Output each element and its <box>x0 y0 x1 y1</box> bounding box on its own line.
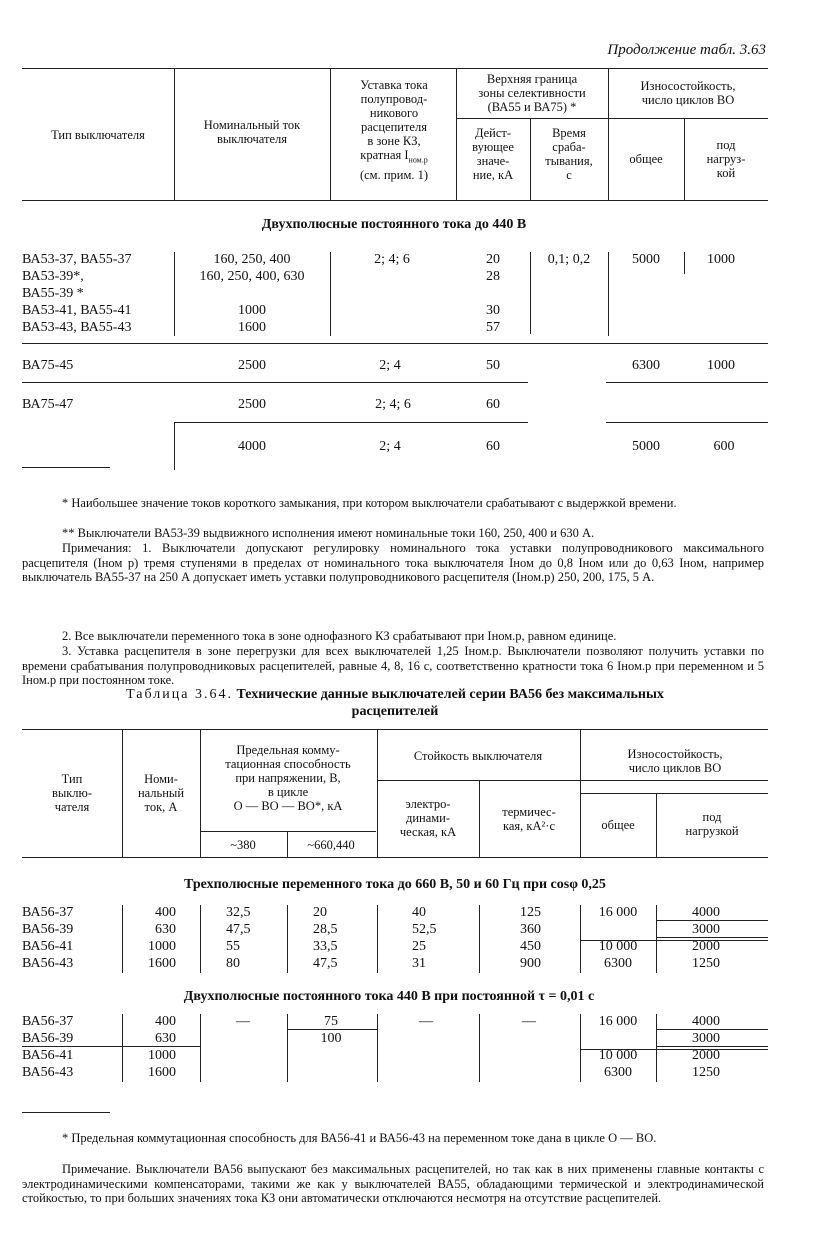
footnote-1: * Наибольшее значение токов короткого замыкания, при котором выключатели срабатывают с выдержкой времени. <box>62 496 677 510</box>
cell-380: — <box>236 1014 250 1029</box>
header-electro: электро- динами- ческая, кА <box>399 797 457 839</box>
section-title: Трехполюсные переменного тока до 660 В, 50 и 60 Гц при cosφ 0,25 <box>184 877 606 892</box>
table-title-cont: расцепителей <box>351 704 439 719</box>
cell-nominal: 2500 <box>238 358 266 373</box>
header-time: Время сраба- тывания, с <box>545 126 593 182</box>
cell-nominal: 630 <box>155 922 176 937</box>
cell-load: 4000 <box>692 905 720 920</box>
table-number: Таблица 3.64. <box>126 687 233 702</box>
cell-thermal: 125 <box>520 905 541 920</box>
cell-nominal: 1600 <box>148 1065 176 1080</box>
table-top-rule <box>22 729 768 730</box>
col-rule <box>479 1014 480 1082</box>
cell-type: ВА56-39 <box>22 1031 74 1046</box>
cell-setting: 2; 4; 6 <box>375 397 411 412</box>
cell-actual: 60 <box>486 397 500 412</box>
cell-total: 10 000 <box>598 1048 638 1063</box>
cell-type: ВА53-43, ВА55-43 <box>22 320 132 335</box>
col-rule <box>287 905 288 973</box>
cell-type: ВА53-39*, <box>22 269 84 284</box>
col-rule <box>684 252 685 274</box>
cell-nominal: 160, 250, 400 <box>213 252 291 267</box>
header-setting: Уставка тока полупровод- никового расцепителя в зоне КЗ, кратная $I_{ном.р}$ (см. прим. 1) <box>359 78 429 182</box>
cell-660: 47,5 <box>313 956 338 971</box>
cell-load: 2000 <box>692 939 720 954</box>
cell-type: ВА55-39 * <box>22 286 84 301</box>
cell-nominal: 1000 <box>148 1048 176 1063</box>
cell-type: ВА53-37, ВА55-37 <box>22 252 132 267</box>
header-load: под нагруз- кой <box>706 138 746 180</box>
cell-380: 32,5 <box>226 905 251 920</box>
header-nominal: Номи- нальный ток, А <box>137 772 185 814</box>
col-rule <box>122 905 123 973</box>
col-rule <box>330 252 331 336</box>
cell-electro: 31 <box>412 956 426 971</box>
cell-type: ВА56-41 <box>22 1048 74 1063</box>
header-total: общее <box>601 818 635 832</box>
row-rule <box>606 382 768 383</box>
header-sub-rule <box>200 831 376 832</box>
cell-thermal: 360 <box>520 922 541 937</box>
cell-actual: 50 <box>486 358 500 373</box>
cell-thermal: 450 <box>520 939 541 954</box>
cell-actual: 57 <box>486 320 500 335</box>
col-rule <box>377 729 378 857</box>
header-sub-rule <box>378 780 768 781</box>
cell-type: ВА56-43 <box>22 956 74 971</box>
cell-type: ВА56-37 <box>22 1014 74 1029</box>
cell-total: 6300 <box>604 956 632 971</box>
cell-type: ВА75-45 <box>22 358 74 373</box>
header-wear: Износостойкость, число циклов ВО <box>627 747 723 775</box>
footnote-rule <box>22 1112 110 1113</box>
col-rule <box>200 905 201 973</box>
cell-660: 75 <box>324 1014 338 1029</box>
col-rule <box>174 68 175 200</box>
cell-actual: 30 <box>486 303 500 318</box>
cell-total: 6300 <box>604 1065 632 1080</box>
row-rule <box>22 382 528 383</box>
cell-380: 80 <box>226 956 240 971</box>
table-title: Технические данные выключателей серии ВА56 без максимальных <box>236 687 664 702</box>
header-bottom-rule <box>22 857 768 858</box>
header-resist: Стойкость выключателя <box>413 749 543 763</box>
cell-load: 3000 <box>692 1031 720 1046</box>
cell-total: 10 000 <box>598 939 638 954</box>
cell-total: 5000 <box>632 439 660 454</box>
notes-1: Примечания: 1. Выключатели допускают регулировку номинального тока уставки полупроводникового максимального расцепителя (Iном р) тремя ступенями в пределах от номинального тока выключателя Iном до 0,8 Iном или до 0,63 Iном, например выключатель ВА55-37 на 250 А допускает иметь уставки полупроводникового расцепителя (Iном.р) 250, 200, 175, 5 А. <box>22 541 764 584</box>
cell-thermal: — <box>522 1014 536 1029</box>
header-actual: Дейст- вующее значе- ние, кА <box>472 126 514 182</box>
continuation-label: Продолжение табл. 3.63 <box>607 42 766 58</box>
header-sub-rule <box>456 118 768 119</box>
col-rule <box>608 252 609 336</box>
header-thermal: термичес- кая, кА²·с <box>502 805 556 833</box>
col-rule <box>330 68 331 200</box>
cell-nominal: 400 <box>155 905 176 920</box>
cell-total: 6300 <box>632 358 660 373</box>
cell-electro: 52,5 <box>412 922 437 937</box>
cell-660: 33,5 <box>313 939 338 954</box>
col-rule <box>122 1014 123 1082</box>
cell-380: 47,5 <box>226 922 251 937</box>
cell-type: ВА56-39 <box>22 922 74 937</box>
col-rule <box>580 905 581 973</box>
header-660: ~660,440 <box>307 838 355 852</box>
cell-380: 55 <box>226 939 240 954</box>
cell-actual: 28 <box>486 269 500 284</box>
cell-type: ВА75-47 <box>22 397 74 412</box>
header-wear: Износостойкость, число циклов ВО <box>640 79 736 107</box>
table-top-rule <box>22 68 768 69</box>
header-breaking: Предельная комму- тационная способность при напряжении, В, в цикле О — ВО — ВО*, кА <box>225 743 351 813</box>
cell-load: 2000 <box>692 1048 720 1063</box>
cell-type: ВА56-41 <box>22 939 74 954</box>
cell-type: ВА56-43 <box>22 1065 74 1080</box>
cell-total: 16 000 <box>598 905 638 920</box>
cell-time: 0,1; 0,2 <box>547 252 591 267</box>
header-load: под нагрузкой <box>685 810 739 838</box>
cell-660: 28,5 <box>313 922 338 937</box>
col-rule <box>530 118 531 200</box>
col-rule <box>287 831 288 857</box>
cell-load: 1250 <box>692 956 720 971</box>
col-rule <box>684 118 685 200</box>
row-rule <box>22 343 768 344</box>
cell-thermal: 900 <box>520 956 541 971</box>
footnote-1: * Предельная коммутационная способность для ВА56-41 и ВА56-43 на переменном токе дана в цикле О — ВО. <box>62 1131 657 1145</box>
cell-total: 16 000 <box>598 1014 638 1029</box>
cell-660: 100 <box>320 1031 342 1046</box>
cell-nominal: 1600 <box>148 956 176 971</box>
cell-electro: 40 <box>412 905 426 920</box>
cell-type: ВА53-41, ВА55-41 <box>22 303 132 318</box>
col-rule <box>377 1014 378 1082</box>
header-bottom-rule <box>22 200 768 201</box>
cell-setting: 2; 4 <box>379 439 401 454</box>
section-title: Двухполюсные постоянного тока до 440 В <box>261 217 527 232</box>
col-rule <box>377 905 378 973</box>
cell-load: 3000 <box>692 922 720 937</box>
cell-660: 20 <box>313 905 327 920</box>
cell-nominal: 400 <box>155 1014 176 1029</box>
cell-setting: 2; 4 <box>379 358 401 373</box>
col-rule <box>122 729 123 857</box>
cell-load: 600 <box>713 439 735 454</box>
cell-actual: 20 <box>486 252 500 267</box>
notes-3: 3. Уставка расцепителя в зоне перегрузки для всех выключателей 1,25 Iном.р. Выключатели позволяют получить уставки по времени срабатывания полупроводниковых расцепителей, равные 4, 8, 16 с, соответственно кратности тока 6 Iном.р при переменном и 5 Iном.р при постоянном токе. <box>22 644 764 687</box>
cell-nominal: 160, 250, 400, 630 <box>199 269 305 284</box>
header-type: Тип выклю- чателя <box>51 772 93 814</box>
footnote-rule <box>22 467 110 468</box>
table-364-title <box>22 686 768 720</box>
row-rule <box>174 422 528 423</box>
col-rule <box>479 780 480 857</box>
cell-nominal: 1000 <box>238 303 266 318</box>
col-rule <box>580 1014 581 1082</box>
col-rule <box>174 252 175 336</box>
row-rule <box>606 422 768 423</box>
col-rule <box>530 252 531 334</box>
col-rule <box>656 1014 657 1082</box>
cell-total: 5000 <box>632 252 660 267</box>
header-380: ~380 <box>230 838 256 852</box>
cell-load: 1000 <box>707 358 735 373</box>
section-title: Двухполюсные постоянного тока 440 В при постоянной τ = 0,01 с <box>183 989 595 1004</box>
header-type: Тип выключателя <box>51 128 145 142</box>
header-sub-rule <box>580 793 768 794</box>
cell-load: 4000 <box>692 1014 720 1029</box>
col-rule <box>200 729 201 857</box>
cell-type: ВА56-37 <box>22 905 74 920</box>
header-nominal: Номинальный ток выключателя <box>203 118 301 146</box>
header-total: общее <box>629 152 663 166</box>
cell-nominal: 1600 <box>238 320 266 335</box>
cell-nominal: 1000 <box>148 939 176 954</box>
col-rule <box>174 422 175 470</box>
cell-nominal: 4000 <box>238 439 266 454</box>
cell-electro: 25 <box>412 939 426 954</box>
col-rule <box>656 793 657 857</box>
note: Примечание. Выключатели ВА56 выпускают без максимальных расцепителей, но так как в них применены главные контакты с электродинамическими компенсаторами, такими же как у выключателей ВА55, обладающими термической и электродинамической стойкостью, то при больших значениях тока КЗ они автоматически отключаются несмотря на отсутствие расцепителей. <box>22 1162 764 1205</box>
cell-actual: 60 <box>486 439 500 454</box>
notes-2: 2. Все выключатели переменного тока в зоне однофазного КЗ срабатывают при Iном.р, равном единице. <box>62 629 617 643</box>
col-rule <box>287 1014 288 1082</box>
col-rule <box>479 905 480 973</box>
cell-load: 1250 <box>692 1065 720 1080</box>
cell-load: 1000 <box>707 252 735 267</box>
cell-nominal: 2500 <box>238 397 266 412</box>
cell-nominal: 630 <box>155 1031 176 1046</box>
col-rule <box>456 68 457 200</box>
cell-electro: — <box>419 1014 433 1029</box>
cell-setting: 2; 4; 6 <box>374 252 410 267</box>
footnote-2: ** Выключатели ВА53-39 выдвижного исполнения имеют номинальные токи 160, 250, 400 и 630 А. <box>62 526 595 540</box>
col-rule <box>656 905 657 973</box>
col-rule <box>608 68 609 200</box>
header-upper: Верхняя граница зоны селективности (ВА55 и ВА75) * <box>478 72 586 114</box>
col-rule <box>200 1014 201 1082</box>
